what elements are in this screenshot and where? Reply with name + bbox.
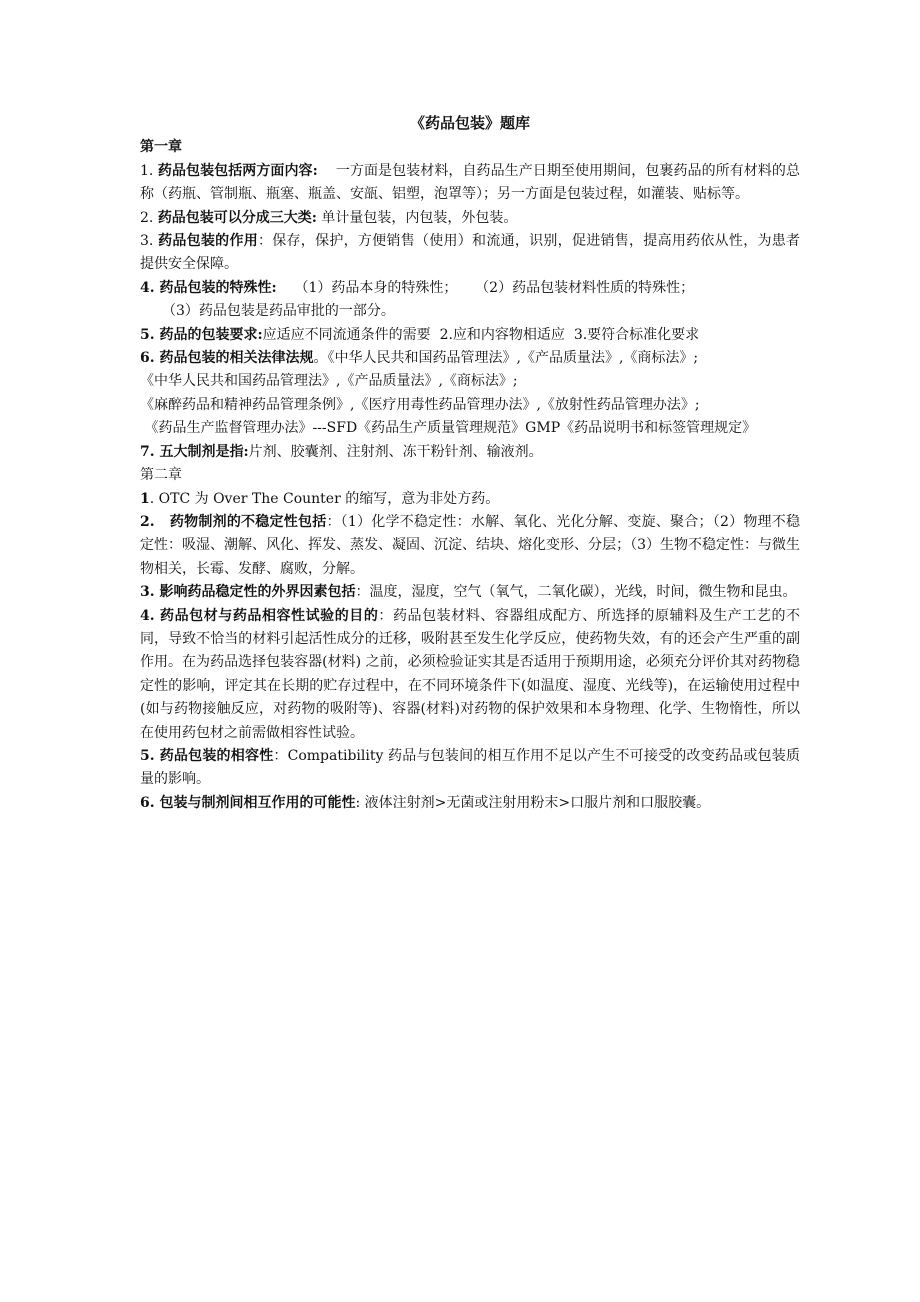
question-label: 药品包装可以分成三大类: [157,209,317,226]
question-text: 应适应不同流通条件的需要 2.应和内容物相适应 3.要符合标准化要求 [262,326,700,343]
question-number: 5. [140,326,160,343]
chapter-2-question-4 [140,605,800,745]
question-text: 一方面是包装材料，自药品生产日期至使用期间，包裹药品的所有材料的总称（药瓶、管制瓶、瓶塞、瓶盖、安瓿、铝塑，泡罩等）；另一方面是包装过程，如灌装、贴标等。 [140,162,800,203]
question-number: 2. [140,209,158,226]
chapter-2-question-3 [140,581,800,604]
chapter-2-question-6 [140,792,800,815]
question-number: 6. [140,350,160,367]
question-3 [140,230,800,277]
question-label: 五大制剂是指: [159,443,249,460]
question-label: 影响药品稳定性的外界因素包括 [159,584,356,601]
question-label: 药品包装的作用 [158,233,258,250]
question-6-line-4: 《药品生产监督管理办法》---SFD《药品生产质量管理规范》GMP《药品说明书和标签管理规定》 [140,420,757,437]
question-label: 药品包装的相关法律法规 [159,350,314,367]
question-number: 4. [140,607,161,624]
chapter-2-question-1 [140,488,800,511]
question-6-line-2: 《中华人民共和国药品管理法》,《产品质量法》,《商标法》; [140,373,518,390]
question-4 [140,277,800,300]
question-6-line-3: 《麻醉药品和精神药品管理条例》,《医疗用毒性药品管理办法》,《放射性药品管理办法》; [140,396,700,413]
question-label: 药物制剂的不稳定性包括 [159,513,327,530]
question-label: 药品包装的相容性 [159,747,274,764]
question-number: 3. [140,233,159,250]
question-4-line-2: （3）药品包装是药品审批的一部分。 [162,303,395,320]
chapter-2-question-5 [140,745,800,792]
chapter-1-heading: 第一章 [140,139,182,156]
document-title: 《药品包装》题库 [409,114,530,132]
question-6 [140,347,800,370]
question-number: 7. [140,443,160,460]
document-page [140,112,800,815]
question-text: : 液体注射剂>无菌或注射用粉末>口服片剂和口服胶囊。 [355,794,711,811]
question-2 [140,207,800,230]
question-label: 药品的包装要求: [159,326,263,343]
chapter-2-question-2 [140,511,800,581]
question-label: 药品包装的特殊性: [159,279,277,296]
question-text: （1）药品本身的特殊性； （2）药品包装材料性质的特殊性； [276,279,695,296]
question-text: 片剂、胶囊剂、注射剂、冻干粉针剂、输液剂。 [248,443,543,460]
question-label: 药品包装包括两方面内容: [157,162,318,179]
question-number: 3. [140,584,160,601]
chapter-2-heading: 第二章 [140,467,182,484]
question-number: 5. [140,747,160,764]
question-label: 药品包材与药品相容性试验的目的 [160,607,379,624]
question-number: 4. [140,279,160,296]
question-text: ：（1）化学不稳定性：水解、氧化、光化分解、变旋、聚合；（2）物理不稳定性：吸湿、潮解、风化、挥发、蒸发、凝固、沉淀、结块、熔化变形、分层；（3）生物不稳定性：与微生物相关，长霉、发酵、腐败，分解。 [140,513,800,577]
question-text: ：温度，湿度，空气（氧气，二氧化碳），光线，时间，微生物和昆虫。 [355,584,797,601]
question-number: 1. [140,162,158,179]
question-text: . OTC 为 Over The Counter 的缩写，意为非处方药。 [149,490,500,507]
question-number: 6. [140,794,160,811]
question-text: ：Compatibility 药品与包装间的相互作用不足以产生不可接受的改变药品或包装质量的影响。 [140,747,800,788]
question-7 [140,441,800,464]
question-label: 包装与制剂间相互作用的可能性 [159,794,356,811]
question-text: 单计量包装，内包装，外包装。 [316,209,518,226]
question-5 [140,324,800,347]
question-1 [140,160,800,207]
question-text: ：药品包装材料、容器组成配方、所选择的原辅料及生产工艺的不同，导致不恰当的材料引起活性成分的迁移，吸附甚至发生化学反应，使药物失效，有的还会产生严重的副作用。在为药品选择包装容器(材料) 之前，必须检验证实其是否适用于预期用途，必须充分评价其对药物稳定性的影响，评定其在长期的贮存过程中，在不同环境条件下(如温度、湿度、光线等)，在运输使用过程中(如与药物接触反应，对药物的吸附等)、容器(材料)对药物的保护效果和本身物理、化学、生物惰性，所以在使用药包材之前需做相容性试验。 [140,607,800,741]
question-text: 。《中华人民共和国药品管理法》,《产品质量法》,《商标法》; [313,350,699,367]
question-number: 1 [140,490,150,507]
question-number: 2. [140,513,160,530]
question-text: ：保存，保护，方便销售（使用）和流通，识别，促进销售，提高用药依从性，为患者提供安全保障。 [140,233,801,273]
